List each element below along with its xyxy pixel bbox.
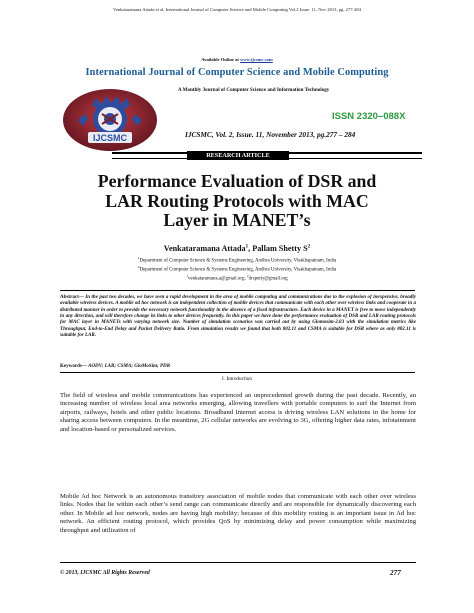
author-list xyxy=(0,244,474,253)
author-name: Venkataramana Attada xyxy=(163,244,246,253)
issue-line: IJCSMC, Vol. 2, Issue. 11, November 2013, pg.277 – 284 xyxy=(185,130,356,139)
affiliation-superscript: 2 xyxy=(137,265,140,269)
abstract-text: — In the past two decades, we have seen a rapid development in the area of mobile computing and communications due to the explosion of inexpensive, broadly available wireless devices. A mobile ad hoc network is an independent collection of mobile devices that communicate with each other over wireless links and cooperate in a distributed manner in order to provide the necessary network functionality in the absence of a fixed infrastructure. Each device in a MANET is free to move independently in any direction, and will therefore change its links to other devices frequently. In this paper we have done the performance evaluation of DSR and LAR routing protocols for MAC layer in MANETs with varying network size. Number of simulation scenarios was carried out by using Glomosim-2.03 with the simulation metrics like Throughput, End-to-End Delay and Packet Delivery Ratio. From simulation results we found that both 802.11 and CSMA is suitable for DSR where as only 802.11 is suitable for LAR. xyxy=(60,294,416,339)
affiliation-text: Department of Computer Science & Systems Engineering, Andhra University, Visakhapatnam, India xyxy=(139,258,337,264)
issn-number: ISSN 2320–088X xyxy=(332,111,406,122)
journal-website-link[interactable]: www.ijcsmc.com xyxy=(240,57,273,62)
running-head: Venkataramana Attada et al, International Journal of Computer Science and Mobile Computing Vol.2 Issue. 11, Nov 2013, pg. 277-284 xyxy=(113,7,361,12)
section-heading: I. Introduction xyxy=(222,376,252,382)
author-emails xyxy=(0,274,474,282)
journal-subtitle: A Monthly Journal of Computer Science and Information Technology xyxy=(178,87,330,93)
footer-rule xyxy=(60,562,416,563)
email-superscript: 1 xyxy=(186,274,189,278)
affiliation xyxy=(0,256,474,264)
author-superscript: 2 xyxy=(307,244,311,250)
keywords-label: Keywords xyxy=(60,363,82,369)
affiliation xyxy=(0,265,474,273)
journal-title: International Journal of Computer Science and Mobile Computing xyxy=(85,67,389,78)
availability-label: Available Online at xyxy=(201,57,239,62)
paper-title xyxy=(60,172,414,231)
title-line: LAR Routing Protocols with MAC xyxy=(105,190,369,211)
ijcsmc-gear-logo-icon xyxy=(58,86,162,154)
email-superscript: 2 xyxy=(246,274,249,278)
abstract-label: Abstract xyxy=(60,294,79,300)
affiliation-text: Department of Computer Science & Systems Engineering, Andhra University, Visakhapatnam, India xyxy=(139,267,337,273)
author-name: Pallam Shetty S xyxy=(252,244,308,253)
logo-text: IJCSMC xyxy=(92,133,128,143)
email-text: venkataramana.a@gmail.org; xyxy=(188,276,247,282)
affiliation-superscript: 1 xyxy=(137,256,140,260)
footer-copyright: © 2013, IJCSMC All Rights Reserved xyxy=(60,570,150,576)
abstract xyxy=(60,294,416,338)
title-line: Layer in MANET’s xyxy=(163,210,311,230)
keywords xyxy=(60,363,170,369)
email-text: drspetty@gmail.org xyxy=(248,276,288,282)
author-separator: , xyxy=(248,244,253,253)
abstract-bottom-rule xyxy=(60,372,415,373)
title-line: Performance Evaluation of DSR and xyxy=(97,171,377,191)
page-number: 277 xyxy=(390,569,401,577)
availability-line xyxy=(0,57,474,62)
abstract-top-rule xyxy=(60,290,415,291)
author-superscript: 1 xyxy=(245,244,249,250)
body-paragraph: Mobile Ad hoc Network is an autonomous transitory association of mobile nodes that communicate with each other over wireless links. Nodes that lie within each other’s send range can communicate directly and are responsible for dynamically discovering each other. In Mobile ad hoc network, nodes are having high mobility; because of this mobility routing is an important issue in Ad hoc network. An efficient routing protocol, which provides QoS by minimizing delay and power consumption while maximizing throughput and utilization of xyxy=(60,493,416,534)
article-type-badge: RESEARCH ARTICLE xyxy=(187,151,289,160)
keywords-text: — AODV; LAR; CSMA; GloMoSim; PDR xyxy=(81,363,171,369)
body-paragraph: The field of wireless and mobile communications has experienced an unprecedented growth during the past decade. Recently, an increasing number of wireless local area networks emerging, allowing travellers with portable computers to surf the Internet from airports, railways, hotels and other public locations. Broadband Internet access is driving wireless LAN solutions in the home for sharing access between computers. In the meantime, 2G cellular networks are evolving to 3G, offering higher data rates, infotainment and location-based or personalized services. xyxy=(60,392,416,433)
